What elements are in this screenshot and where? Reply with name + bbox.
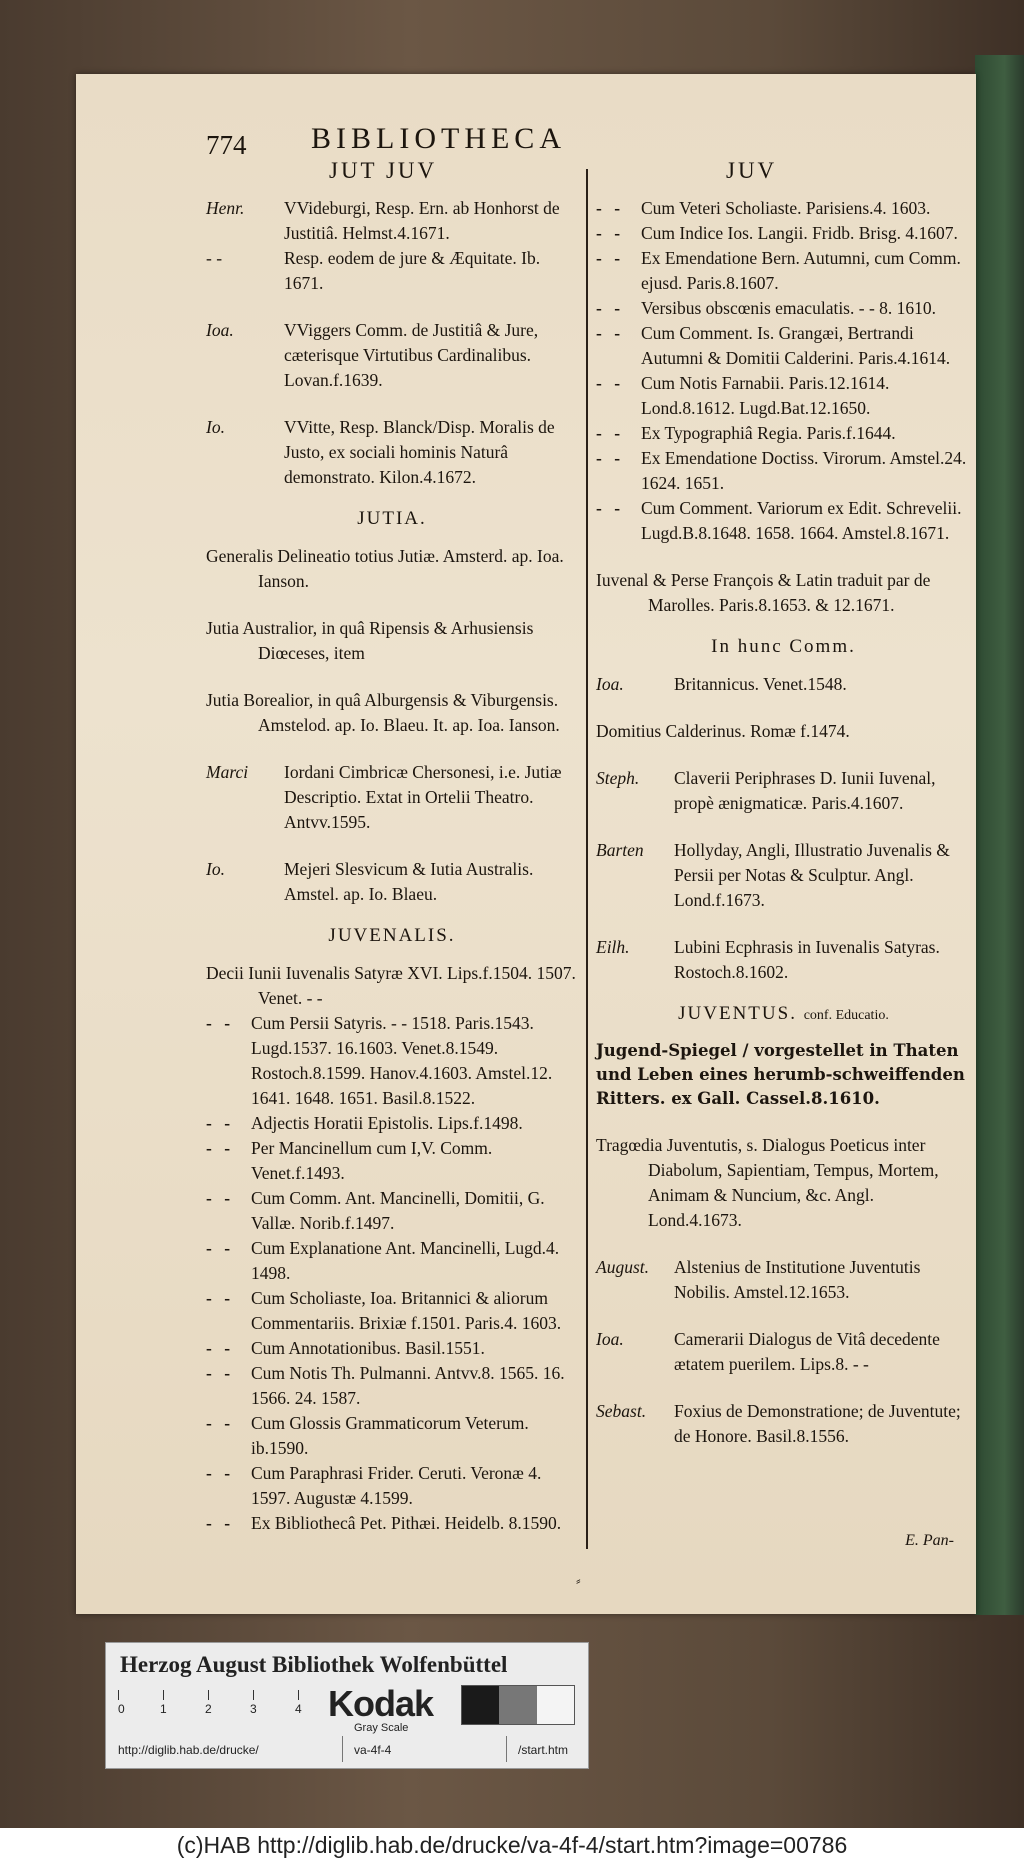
printer-mark: ⸗ (576, 1574, 581, 1589)
entry: Iuvenal & Perse François & Latin traduit par de Marolles. Paris.8.1653. & 12.1671. (596, 570, 931, 615)
column-divider (586, 169, 588, 1549)
color-reference-card (105, 1642, 589, 1769)
entry: - - Cum Scholiaste, Ioa. Britannici & aliorum Commentariis. Brixiæ f.1501. Paris.4. 1603. (206, 1288, 562, 1333)
entry: Jutia Borealior, in quâ Alburgensis & Viburgensis. Amstelod. ap. Io. Blaeu. It. ap. Ioa. Ianson. (206, 690, 560, 735)
entry: - - Cum Paraphrasi Frider. Ceruti. Veronæ 4. 1597. Augustæ 4.1599. (206, 1463, 542, 1508)
entry: - - Cum Persii Satyris. - - 1518. Paris.1543. Lugd.1537. 16.1603. Venet.8.1549. Rostoch.8.1599. Hanov.4.1603. Amstel.12. 1641. 1648. 1651. Basil.8.1522. (206, 1013, 553, 1108)
entry: - - Ex Bibliothecâ Pet. Pithæi. Heidelb. 8.1590. (206, 1513, 562, 1533)
entry: - - Ex Emendatione Bern. Autumni, cum Comm. ejusd. Paris.8.1607. (596, 248, 961, 293)
entry: Tragœdia Juventutis, s. Dialogus Poeticus inter Diabolum, Sapientiam, Tempus, Mortem, Animam & Nuncium, &c. Angl. Lond.4.1673. (596, 1135, 939, 1230)
entry: - - Cum Glossis Grammaticorum Veterum. ib.1590. (206, 1413, 529, 1458)
entry: Ioa. Camerarii Dialogus de Vitâ decedente ætatem puerilem. Lips.8. - - (596, 1329, 940, 1374)
page-number: 774 (206, 130, 247, 160)
section-heading: JUTIA. (357, 508, 427, 529)
entry: - - Resp. eodem de jure & Æquitate. Ib. 1671. (206, 248, 541, 293)
entry: - - Ex Emendatione Doctiss. Virorum. Amstel.24. 1624. 1651. (596, 448, 967, 493)
gray-scale-label: Gray Scale (354, 1722, 409, 1734)
kodak-logo: Kodak (328, 1683, 434, 1724)
entry: Generalis Delineatio totius Jutiæ. Amsterd. ap. Ioa. Ianson. (206, 546, 564, 591)
entry: Jugend-Spiegel / vorgestellet in Thaten und Leben eines herumb-schweiffenden Ritters. ex Gall. Cassel.8.1610. (596, 1041, 965, 1108)
entry: Ioa. Britannicus. Venet.1548. (596, 674, 847, 694)
entry: Decii Iunii Iuvenalis Satyræ XVI. Lips.f.1504. 1507. Venet. - - (206, 963, 576, 1008)
swatch (462, 1686, 499, 1724)
copyright-footer: (c)HAB http://diglib.hab.de/drucke/va-4f-4/start.htm?image=00786 (0, 1828, 1024, 1863)
entry: - - Versibus obscœnis emaculatis. - - 8. 1610. (596, 298, 937, 318)
swatch (537, 1686, 574, 1724)
entry: - - Cum Comment. Is. Grangæi, Bertrandi Autumni & Domitii Calderini. Paris.4.1614. (596, 323, 951, 368)
entry: - - Ex Typographiâ Regia. Paris.f.1644. (596, 423, 896, 443)
entry: Jutia Australior, in quâ Ripensis & Arhusiensis Diœceses, item (206, 618, 534, 663)
entry: - - Cum Explanatione Ant. Mancinelli, Lugd.4. 1498. (206, 1238, 560, 1283)
entry: - - Cum Notis Farnabii. Paris.12.1614. Lond.8.1612. Lugd.Bat.12.1650. (596, 373, 890, 418)
entry: Marci Iordani Cimbricæ Chersonesi, i.e. Jutiæ Descriptio. Extat in Ortelii Theatro. Antvv.1595. (206, 762, 562, 832)
catchword: E. Pan- (905, 1532, 954, 1549)
book-page (76, 74, 976, 1614)
left-column (206, 196, 578, 1536)
juventus-crossref: conf. Educatio. (803, 1008, 889, 1023)
section-heading (596, 1003, 971, 1025)
section-heading: In hunc Comm. (711, 636, 856, 657)
entry: Henr. VVideburgi, Resp. Ern. ab Honhorst de Justitiâ. Helmst.4.1671. (206, 198, 560, 243)
entry: Io. VVitte, Resp. Blanck/Disp. Moralis de Justo, ex sociali hominis Naturâ demonstrato. Kilon.4.1672. (206, 417, 555, 487)
entry: - - Cum Notis Th. Pulmanni. Antvv.8. 1565. 16. 1566. 24. 1587. (206, 1363, 565, 1408)
entry: - - Cum Veteri Scholiaste. Parisiens.4. 1603. (596, 198, 931, 218)
scale-ruler: 0 1 2 3 4 (118, 1690, 308, 1720)
card-url: http://diglib.hab.de/drucke/ (118, 1743, 259, 1757)
running-title: BIBLIOTHECA (311, 122, 566, 155)
entry: - - Cum Indice Ios. Langii. Fridb. Brisg. 4.1607. (596, 223, 958, 243)
gray-swatches (461, 1685, 575, 1725)
entry: Io. Mejeri Slesvicum & Iutia Australis. Amstel. ap. Io. Blaeu. (206, 859, 534, 904)
juventus-title: JUVENTUS. (678, 1003, 797, 1024)
entry: Barten Hollyday, Angli, Illustratio Juvenalis & Persii per Notas & Sculptur. Angl. Lond.f.1673. (596, 840, 950, 910)
right-column (596, 196, 971, 1449)
right-column-head: JUV (726, 158, 778, 183)
section-heading: JUVENALIS. (328, 925, 456, 946)
card-file: /start.htm (518, 1743, 569, 1757)
entry: - - Cum Comment. Variorum ex Edit. Schrevelii. Lugd.B.8.1648. 1658. 1664. Amstel.8.1671. (596, 498, 962, 543)
library-name: Herzog August Bibliothek Wolfenbüttel (120, 1652, 508, 1677)
entry: - - Cum Comm. Ant. Mancinelli, Domitii, G. Vallæ. Norib.f.1497. (206, 1188, 545, 1233)
entry: - - Per Mancinellum cum I,V. Comm. Venet.f.1493. (206, 1138, 493, 1183)
entry: - - Cum Annotationibus. Basil.1551. (206, 1338, 485, 1358)
swatch (499, 1686, 536, 1724)
entry: Sebast. Foxius de Demonstratione; de Juventute; de Honore. Basil.8.1556. (596, 1401, 961, 1446)
entry: - - Adjectis Horatii Epistolis. Lips.f.1498. (206, 1113, 523, 1133)
book-edge (975, 55, 1024, 1615)
entry: Steph. Claverii Periphrases D. Iunii Iuvenal, propè ænigmaticæ. Paris.4.1607. (596, 768, 936, 813)
entry: Ioa. VViggers Comm. de Justitiâ & Jure, cæterisque Virtutibus Cardinalibus. Lovan.f.1639. (206, 320, 539, 390)
entry: August. Alstenius de Institutione Juventutis Nobilis. Amstel.12.1653. (596, 1257, 921, 1302)
left-column-head: JUT JUV (329, 158, 438, 183)
entry: Eilh. Lubini Ecphrasis in Iuvenalis Satyras. Rostoch.8.1602. (596, 937, 940, 982)
card-code: va-4f-4 (354, 1743, 392, 1757)
entry: Domitius Calderinus. Romæ f.1474. (596, 721, 850, 741)
